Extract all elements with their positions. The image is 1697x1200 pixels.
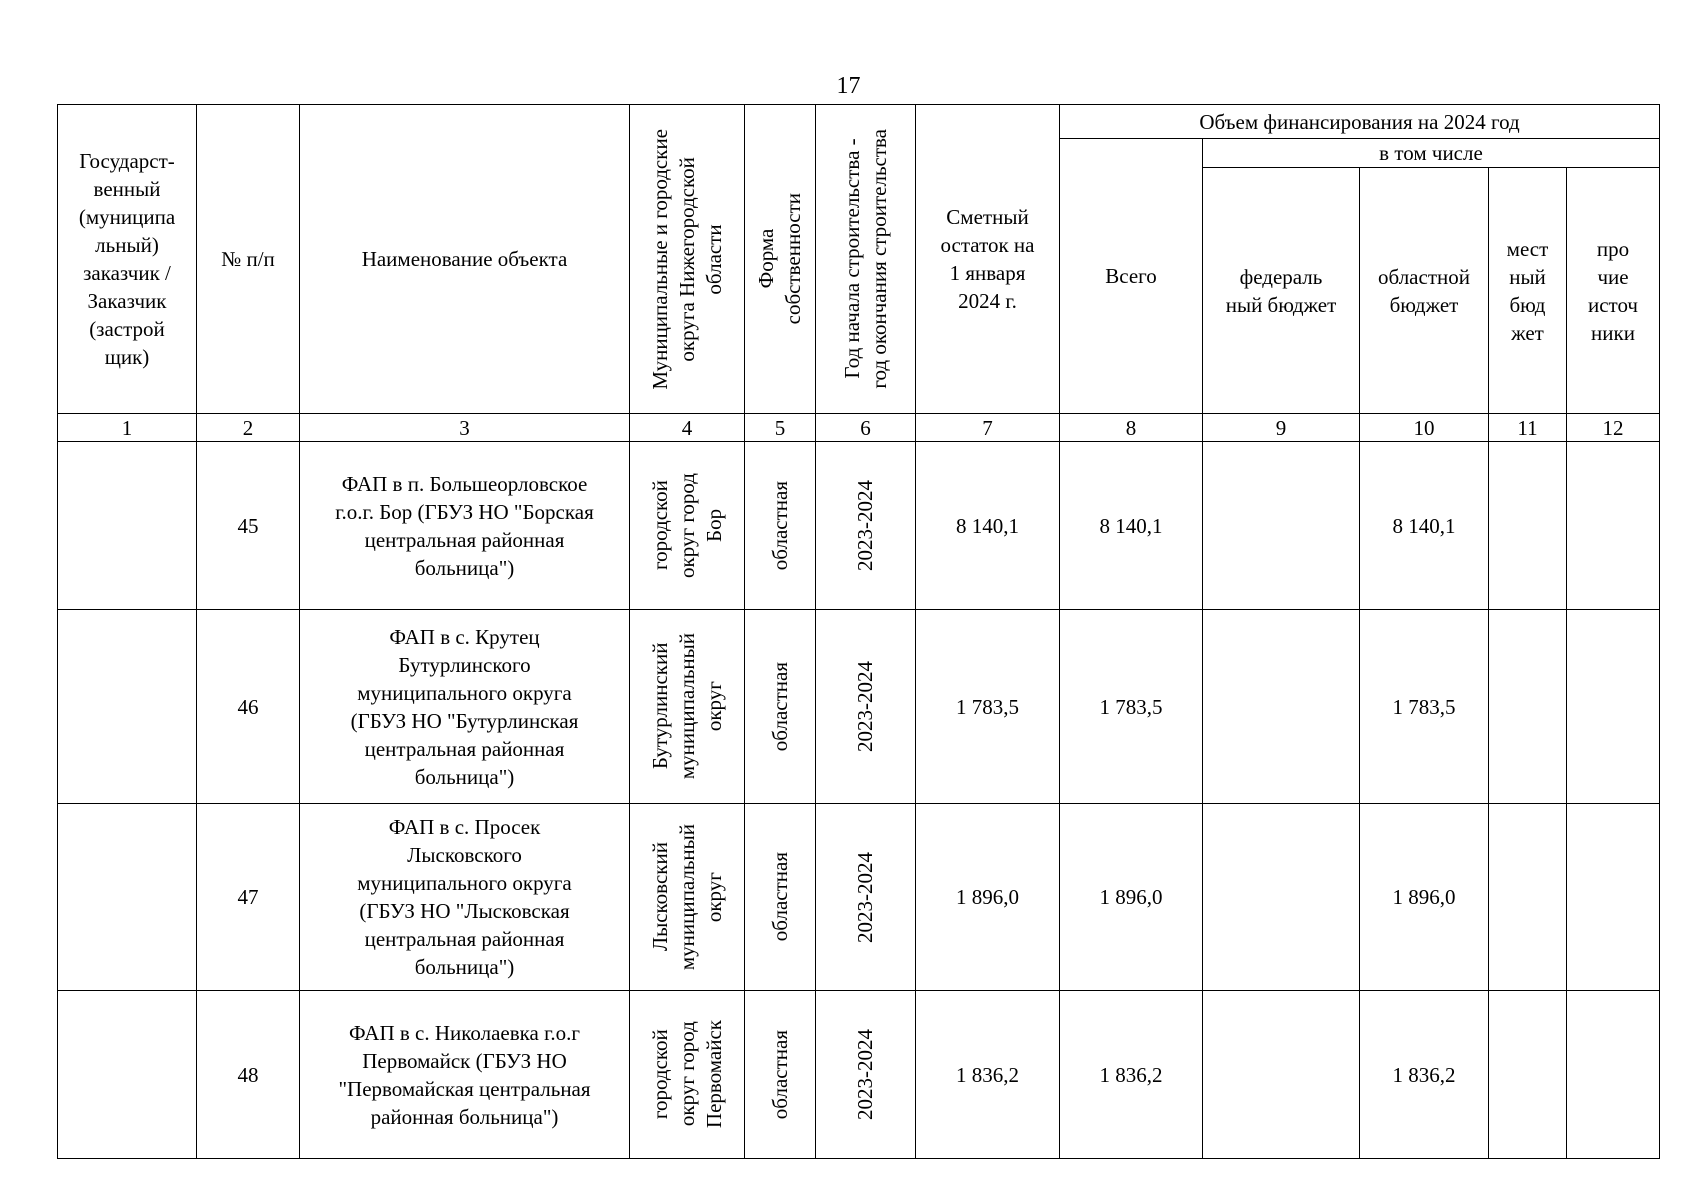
cell-municipality: Лысковский муниципальный округ <box>630 804 745 991</box>
header-years: Год начала строительства - год окончания строительства <box>816 105 916 414</box>
cell-object-name: ФАП в с. Крутец Бутурлинского муниципального округа (ГБУЗ НО "Бутурлинская центральная районная больница") <box>300 610 630 804</box>
header-local: мест ный бюд жет <box>1489 168 1567 414</box>
cell-total: 1 896,0 <box>1060 804 1203 991</box>
cell-years: 2023-2024 <box>816 991 916 1159</box>
column-number: 9 <box>1203 414 1360 442</box>
column-number: 7 <box>916 414 1060 442</box>
cell-years: 2023-2024 <box>816 804 916 991</box>
cell-federal <box>1203 610 1360 804</box>
cell-regional: 1 896,0 <box>1360 804 1489 991</box>
cell-federal <box>1203 442 1360 610</box>
cell-customer <box>58 610 197 804</box>
cell-other <box>1567 991 1660 1159</box>
column-number-row <box>58 414 1660 442</box>
column-number: 5 <box>745 414 816 442</box>
financing-table <box>57 104 1660 1159</box>
column-number: 2 <box>197 414 300 442</box>
header-ownership: Форма собственности <box>745 105 816 414</box>
cell-estimate: 1 783,5 <box>916 610 1060 804</box>
cell-other <box>1567 442 1660 610</box>
cell-object-name: ФАП в п. Большеорловское г.о.г. Бор (ГБУЗ НО "Борская центральная районная больница") <box>300 442 630 610</box>
header-customer: Государст- венный (муниципа льный) заказчик / Заказчик (застрой щик) <box>58 105 197 414</box>
header-including: в том числе <box>1203 139 1660 168</box>
cell-ownership: областная <box>745 610 816 804</box>
cell-estimate: 8 140,1 <box>916 442 1060 610</box>
table-row <box>58 610 1660 804</box>
header-municipality: Муниципальные и городские округа Нижегородской области <box>630 105 745 414</box>
column-number: 3 <box>300 414 630 442</box>
cell-local <box>1489 991 1567 1159</box>
column-number: 1 <box>58 414 197 442</box>
table-row <box>58 442 1660 610</box>
column-number: 11 <box>1489 414 1567 442</box>
cell-ownership: областная <box>745 442 816 610</box>
cell-ownership: областная <box>745 991 816 1159</box>
cell-regional: 1 783,5 <box>1360 610 1489 804</box>
cell-federal <box>1203 804 1360 991</box>
cell-number: 48 <box>197 991 300 1159</box>
header-federal: федераль ный бюджет <box>1203 168 1360 414</box>
cell-regional: 1 836,2 <box>1360 991 1489 1159</box>
column-number: 4 <box>630 414 745 442</box>
cell-object-name: ФАП в с. Просек Лысковского муниципального округа (ГБУЗ НО "Лысковская центральная районная больница") <box>300 804 630 991</box>
cell-years: 2023-2024 <box>816 442 916 610</box>
cell-local <box>1489 804 1567 991</box>
cell-estimate: 1 836,2 <box>916 991 1060 1159</box>
cell-customer <box>58 442 197 610</box>
header-object-name: Наименование объекта <box>300 105 630 414</box>
cell-total: 1 836,2 <box>1060 991 1203 1159</box>
cell-estimate: 1 896,0 <box>916 804 1060 991</box>
column-number: 12 <box>1567 414 1660 442</box>
cell-local <box>1489 610 1567 804</box>
cell-municipality: Бутурлинский муниципальный округ <box>630 610 745 804</box>
header-row-1 <box>58 105 1660 139</box>
page-number: 17 <box>836 73 861 99</box>
cell-number: 45 <box>197 442 300 610</box>
cell-local <box>1489 442 1567 610</box>
cell-years: 2023-2024 <box>816 610 916 804</box>
header-regional: областной бюджет <box>1360 168 1489 414</box>
cell-total: 1 783,5 <box>1060 610 1203 804</box>
cell-other <box>1567 804 1660 991</box>
header-estimate: Сметный остаток на 1 января 2024 г. <box>916 105 1060 414</box>
header-number: № п/п <box>197 105 300 414</box>
cell-number: 47 <box>197 804 300 991</box>
cell-object-name: ФАП в с. Николаевка г.о.г Первомайск (ГБУЗ НО "Первомайская центральная районная больница") <box>300 991 630 1159</box>
table-row <box>58 804 1660 991</box>
header-total: Всего <box>1060 139 1203 414</box>
cell-customer <box>58 991 197 1159</box>
column-number: 10 <box>1360 414 1489 442</box>
cell-total: 8 140,1 <box>1060 442 1203 610</box>
cell-ownership: областная <box>745 804 816 991</box>
cell-other <box>1567 610 1660 804</box>
header-financing: Объем финансирования на 2024 год <box>1060 105 1660 139</box>
table-row <box>58 991 1660 1159</box>
header-other: про чие источ ники <box>1567 168 1660 414</box>
cell-federal <box>1203 991 1360 1159</box>
cell-municipality: городской округ город Бор <box>630 442 745 610</box>
cell-number: 46 <box>197 610 300 804</box>
column-number: 8 <box>1060 414 1203 442</box>
cell-customer <box>58 804 197 991</box>
column-number: 6 <box>816 414 916 442</box>
cell-municipality: городской округ город Первомайск <box>630 991 745 1159</box>
cell-regional: 8 140,1 <box>1360 442 1489 610</box>
